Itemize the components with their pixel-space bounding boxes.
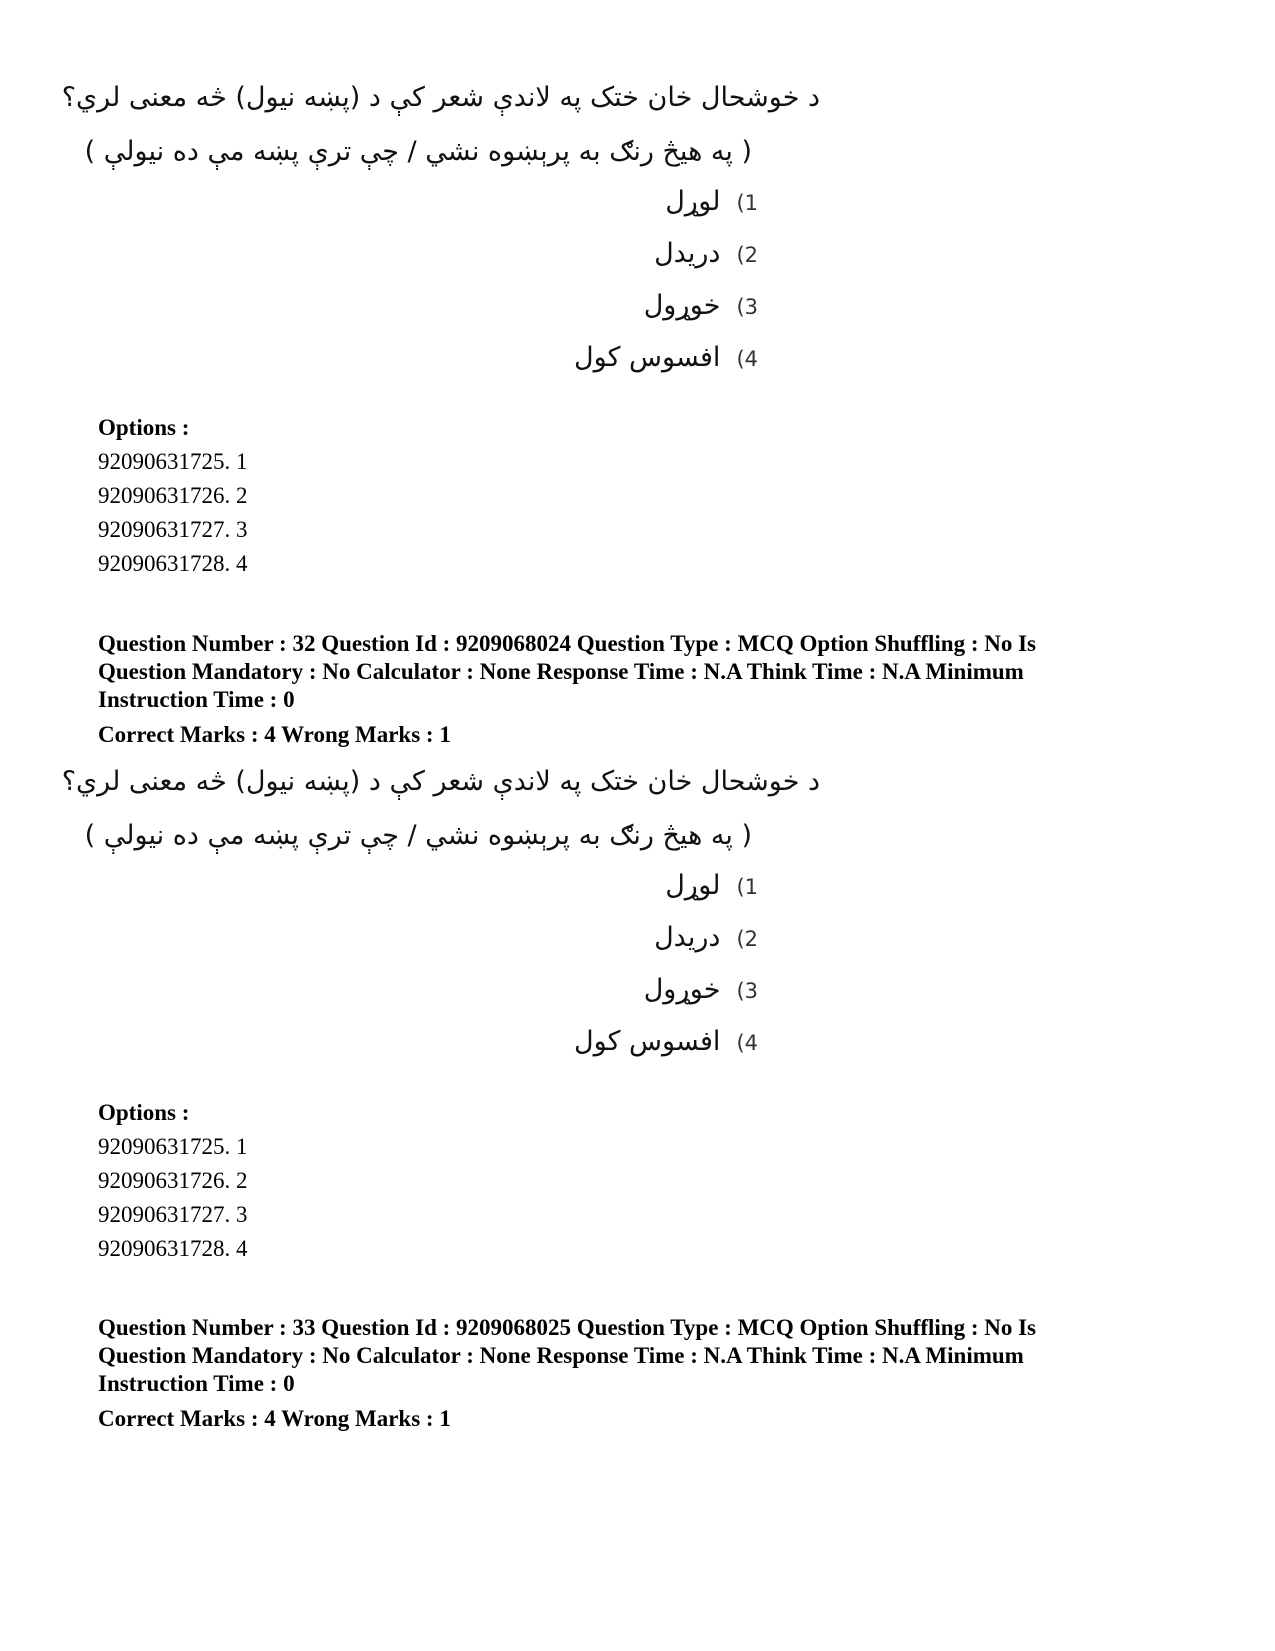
options-block [98,1096,1178,1266]
image-option-text: افسوس کول [574,1026,721,1057]
image-option-number: (4 [736,1031,758,1055]
image-option-number: (2 [736,927,758,951]
image-option-3 [644,972,758,1009]
image-option-text: خوړول [643,290,721,321]
option-row: 92090631728. 4 [98,551,248,576]
image-option-number: (3 [736,979,758,1003]
question-image [61,80,820,390]
image-option-number: (3 [736,295,758,319]
option-row: 92090631726. 2 [98,1168,248,1193]
question-meta [98,1314,1178,1433]
question-meta-line: Instruction Time : 0 [98,1371,295,1396]
question-meta-line: Question Number : 32 Question Id : 9209068024 Question Type : MCQ Option Shuffling : No Is [98,631,1037,656]
options-label: Options : [98,415,190,440]
image-option-4 [574,1024,758,1061]
question-verse: ( په هیڅ رنګ به پرېښوه نشي / چې ترې پښه مې ده نیولې ) [84,820,752,851]
image-option-3 [644,288,758,325]
options-block [98,411,1178,581]
image-option-text: دریدل [654,238,721,269]
option-row: 92090631725. 1 [98,1134,248,1159]
question-marks: Correct Marks : 4 Wrong Marks : 1 [98,722,451,747]
question-verse: ( په هیڅ رنګ به پرېښوه نشي / چې ترې پښه مې ده نیولې ) [84,136,752,167]
image-option-number: (4 [736,347,758,371]
image-option-number: (2 [736,243,758,267]
image-option-1 [665,184,758,221]
image-option-2 [654,236,758,273]
option-row: 92090631726. 2 [98,483,248,508]
image-option-1 [665,868,758,905]
question-marks: Correct Marks : 4 Wrong Marks : 1 [98,1406,451,1431]
question-image [61,764,820,1074]
question-prompt: د خوشحال خان ختک په لاندې شعر کې د (پښه نیول) څه معنی لري؟ [61,766,820,797]
image-option-number: (1 [736,875,758,899]
image-option-text: لوړل [665,870,721,901]
question-meta-line: Question Mandatory : No Calculator : None Response Time : N.A Think Time : N.A Minimum [98,659,1024,684]
image-option-4 [574,340,758,377]
image-option-text: لوړل [665,186,721,217]
image-option-text: خوړول [643,974,721,1005]
question-prompt: د خوشحال خان ختک په لاندې شعر کې د (پښه نیول) څه معنی لري؟ [61,82,820,113]
options-label: Options : [98,1100,190,1125]
question-meta [98,630,1178,749]
image-option-text: دریدل [654,922,721,953]
option-row: 92090631725. 1 [98,449,248,474]
option-row: 92090631728. 4 [98,1236,248,1261]
image-option-text: افسوس کول [574,342,721,373]
question-meta-line: Question Mandatory : No Calculator : None Response Time : N.A Think Time : N.A Minimum [98,1343,1024,1368]
question-meta-line: Question Number : 33 Question Id : 9209068025 Question Type : MCQ Option Shuffling : No Is [98,1315,1037,1340]
image-option-2 [654,920,758,957]
option-row: 92090631727. 3 [98,517,248,542]
image-option-number: (1 [736,191,758,215]
option-row: 92090631727. 3 [98,1202,248,1227]
question-meta-line: Instruction Time : 0 [98,687,295,712]
